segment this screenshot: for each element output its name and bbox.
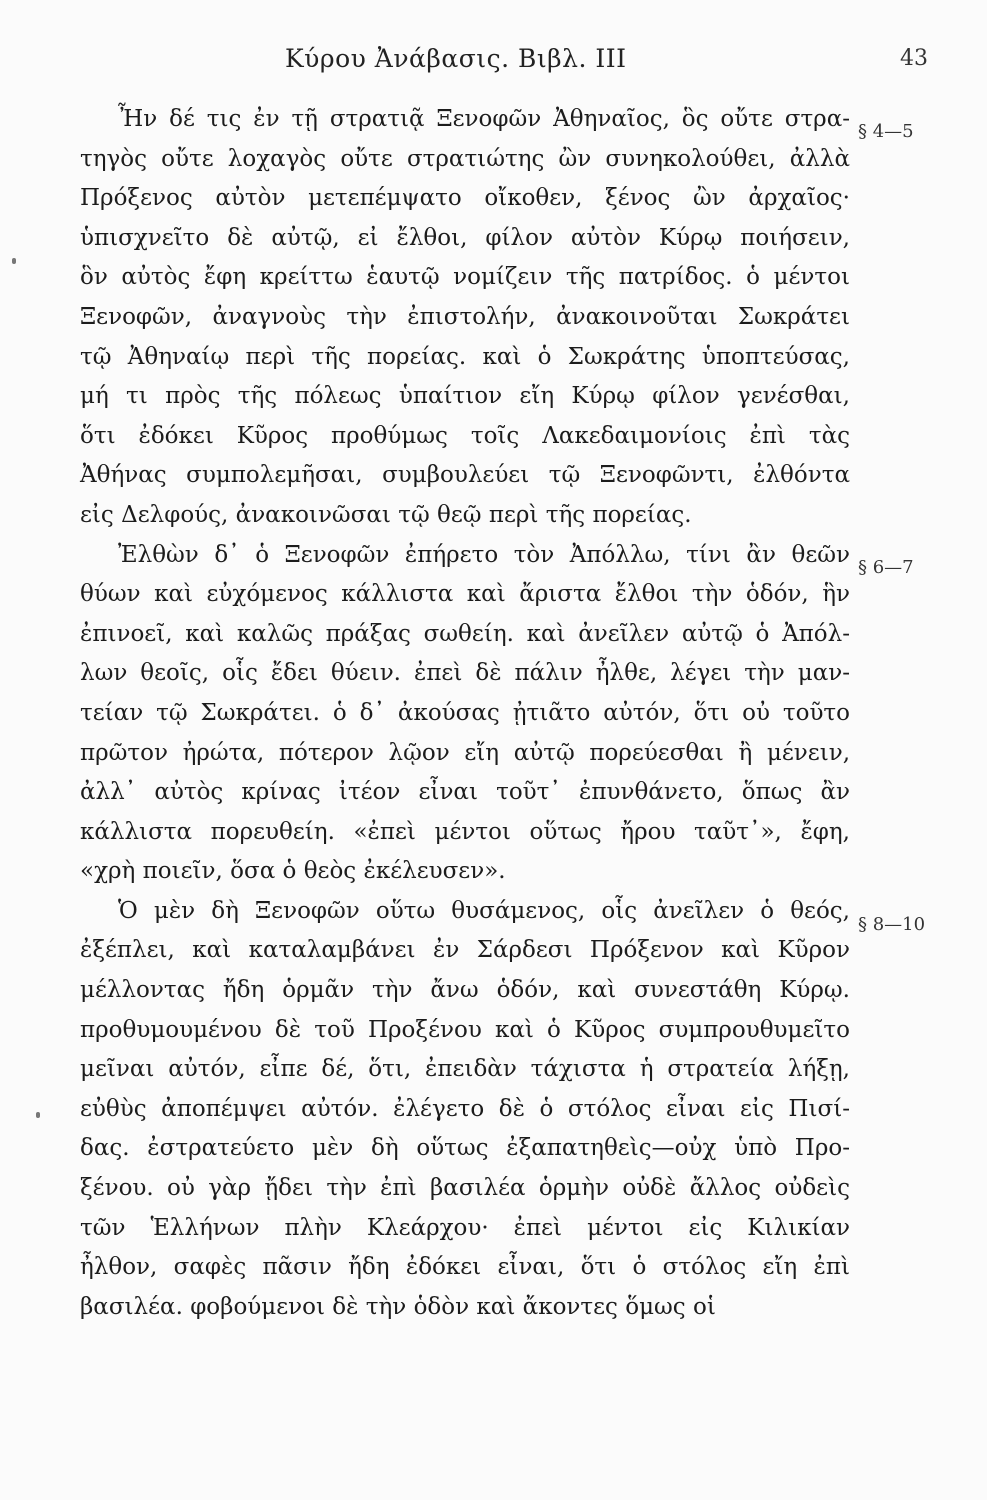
text-line: ὅτι ἐδόκει Κῦρος προθύμως τοῖς Λακεδαιμονίοις ἐπὶ τὰς — [80, 422, 850, 449]
text-line: τείαν τῷ Σωκράτει. ὁ δ᾽ ἀκούσας ᾐτιᾶτο αὐτόν, ὅτι οὐ τοῦτο — [80, 699, 850, 726]
text-line: τῶν Ἑλλήνων πλὴν Κλεάρχου· ἐπεὶ μέντοι εἰς Κιλικίαν — [80, 1214, 850, 1241]
text-line: μέλλοντας ἤδη ὁρμᾶν τὴν ἄνω ὁδόν, καὶ συνεστάθη Κύρῳ. — [80, 977, 850, 1004]
text-line: λων θεοῖς, οἷς ἔδει θύειν. ἐπεὶ δὲ πάλιν ἦλθε, λέγει τὴν μαν- — [80, 660, 850, 687]
text-line: ἐπινοεῖ, καὶ καλῶς πράξας σωθείη. καὶ ἀνεῖλεν αὐτῷ ὁ Ἀπόλ- — [80, 620, 850, 647]
page-number: 43 — [900, 46, 928, 71]
text-line: πρῶτον ἠρώτα, πότερον λῷον εἴη αὐτῷ πορεύεσθαι ἢ μένειν, — [80, 739, 850, 766]
text-line: μεῖναι αὐτόν, εἶπε δέ, ὅτι, ἐπειδὰν τάχιστα ἡ στρατεία λήξῃ, — [80, 1056, 850, 1083]
text-line: εὐθὺς ἀποπέμψει αὐτόν. ἐλέγετο δὲ ὁ στόλος εἶναι εἰς Πισί- — [80, 1095, 850, 1122]
text-line: κάλλιστα πορευθείη. «ἐπεὶ μέντοι οὕτως ἤρου ταῦτ᾽», ἔφη, — [80, 818, 850, 845]
paragraph-3 — [80, 892, 850, 1328]
scan-speck — [12, 258, 16, 264]
text-line: ὑπισχνεῖτο δὲ αὐτῷ, εἰ ἔλθοι, φίλον αὐτὸν Κύρῳ ποιήσειν, — [80, 224, 850, 251]
text-line: προθυμουμένου δὲ τοῦ Προξένου καὶ ὁ Κῦρος συμπρουθυμεῖτο — [80, 1016, 850, 1043]
text-line: ἀλλ᾽ αὐτὸς κρίνας ἰτέον εἶναι τοῦτ᾽ ἐπυνθάνετο, ὅπως ἂν — [80, 779, 850, 806]
text-line: ξένου. οὐ γὰρ ᾔδει τὴν ἐπὶ βασιλέα ὁρμὴν οὐδὲ ἄλλος οὐδεὶς — [80, 1175, 850, 1202]
text-line: ἐξέπλει, καὶ καταλαμβάνει ἐν Σάρδεσι Πρόξενον καὶ Κῦρον — [80, 937, 850, 964]
scan-speck — [36, 1112, 40, 1118]
paragraph-2 — [80, 536, 850, 892]
text-line: Ὁ μὲν δὴ Ξενοφῶν οὕτω θυσάμενος, οἷς ἀνεῖλεν ὁ θεός, — [118, 897, 850, 924]
text-line: «χρὴ ποιεῖν, ὅσα ὁ θεὸς ἐκέλευσεν». — [80, 858, 506, 885]
section-reference-6-7: § 6—7 — [858, 557, 914, 578]
text-line: τῷ Ἀθηναίῳ περὶ τῆς πορείας. καὶ ὁ Σωκράτης ὑποπτεύσας, — [80, 343, 850, 370]
text-line: θύων καὶ εὐχόμενος κάλλιστα καὶ ἄριστα ἔλθοι τὴν ὁδόν, ἣν — [80, 581, 850, 608]
text-line: τηγὸς οὔτε λοχαγὸς οὔτε στρατιώτης ὢν συνηκολούθει, ἀλλὰ — [80, 145, 850, 172]
text-line: Πρόξενος αὐτὸν μετεπέμψατο οἴκοθεν, ξένος ὢν ἀρχαῖος· — [80, 185, 850, 212]
text-line: μή τι πρὸς τῆς πόλεως ὑπαίτιον εἴη Κύρῳ φίλον γενέσθαι, — [80, 383, 850, 410]
text-line: Ἐλθὼν δ᾽ ὁ Ξενοφῶν ἐπήρετο τὸν Ἀπόλλω, τίνι ἂν θεῶν — [118, 541, 850, 568]
section-reference-4-5: § 4—5 — [858, 121, 914, 142]
running-header — [0, 40, 987, 80]
text-line: Ἀθήνας συμπολεμῆσαι, συμβουλεύει τῷ Ξενοφῶντι, ἐλθόντα — [80, 462, 850, 489]
text-line: Ξενοφῶν, ἀναγνοὺς τὴν ἐπιστολήν, ἀνακοινοῦται Σωκράτει — [80, 303, 850, 330]
text-line: βασιλέα. φοβούμενοι δὲ τὴν ὁδὸν καὶ ἄκοντες ὅμως οἱ — [80, 1293, 716, 1320]
running-title: Κύρου Ἀνάβασις. Βιβλ. III — [285, 44, 627, 73]
main-text — [80, 100, 850, 1327]
text-line: Ἦν δέ τις ἐν τῇ στρατιᾷ Ξενοφῶν Ἀθηναῖος, ὃς οὔτε στρα- — [118, 106, 850, 132]
text-line: εἰς Δελφούς, ἀνακοινῶσαι τῷ θεῷ περὶ τῆς πορείας. — [80, 501, 692, 528]
text-line: δας. ἐστρατεύετο μὲν δὴ οὕτως ἐξαπατηθεὶς—οὐχ ὑπὸ Προ- — [80, 1135, 850, 1162]
text-line: ἦλθον, σαφὲς πᾶσιν ἤδη ἐδόκει εἶναι, ὅτι ὁ στόλος εἴη ἐπὶ — [80, 1254, 850, 1281]
text-line: ὃν αὐτὸς ἔφη κρείττω ἑαυτῷ νομίζειν τῆς πατρίδος. ὁ μέντοι — [80, 264, 850, 291]
paragraph-1 — [80, 100, 850, 536]
section-reference-8-10: § 8—10 — [858, 914, 926, 935]
